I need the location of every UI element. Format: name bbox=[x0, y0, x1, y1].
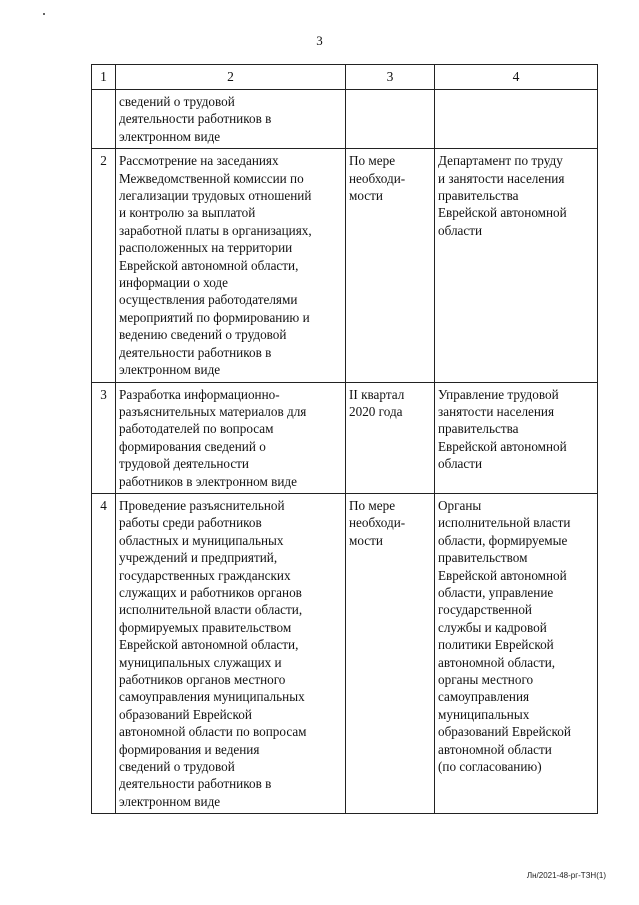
cell-text-line: Рассмотрение на заседаниях bbox=[119, 153, 279, 169]
cell-text-line: деятельности работников в bbox=[119, 111, 272, 127]
cell-text-line: II квартал bbox=[349, 386, 405, 402]
cell-text-line: По мере bbox=[349, 153, 396, 169]
cell-text-line: образований Еврейской bbox=[119, 706, 252, 722]
cell-text-line: политики Еврейской bbox=[438, 637, 554, 653]
cell-text-line: Департамент по труду bbox=[438, 153, 563, 169]
cell-text-line: формируемых правительством bbox=[119, 619, 292, 635]
cell-text-line: ведению сведений о трудовой bbox=[119, 327, 287, 343]
cell-text-line: самоуправления муниципальных bbox=[119, 689, 305, 705]
row-number-cell: 4 bbox=[92, 493, 116, 813]
cell-text-line: области, управление bbox=[438, 584, 554, 600]
activity-cell bbox=[116, 90, 346, 149]
cell-text-line: электронном виде bbox=[119, 362, 221, 378]
cell-text-line: учреждений и предприятий, bbox=[119, 550, 278, 566]
cell-text-line: деятельности работников в bbox=[119, 344, 272, 360]
cell-text-line: мости bbox=[349, 532, 383, 548]
cell-text-line: (по согласованию) bbox=[438, 759, 542, 775]
cell-text-line: электронном виде bbox=[119, 793, 221, 809]
activity-cell bbox=[116, 382, 346, 493]
cell-text-line: осуществления работодателями bbox=[119, 292, 298, 308]
cell-text-line: работников в электронном виде bbox=[119, 473, 297, 489]
cell-text-line: Проведение разъяснительной bbox=[119, 497, 285, 513]
cell-text-line: Еврейской автономной bbox=[438, 567, 567, 583]
cell-text-line: области bbox=[438, 222, 483, 238]
cell-text-line: Органы bbox=[438, 497, 482, 513]
cell-text-line: и занятости населения bbox=[438, 170, 565, 186]
page-number: 3 bbox=[316, 33, 323, 48]
cell-text-line: государственных гражданских bbox=[119, 567, 291, 583]
cell-text-line: необходи- bbox=[349, 515, 406, 531]
header-col-4: 4 bbox=[435, 65, 598, 90]
table-header-row bbox=[92, 65, 598, 90]
cell-text-line: органы местного bbox=[438, 672, 534, 687]
cell-text-line: деятельности работников в bbox=[119, 776, 272, 792]
cell-text-line: Еврейской автономной области, bbox=[119, 637, 299, 653]
scan-speck bbox=[43, 13, 45, 15]
cell-text-line: правительством bbox=[438, 550, 528, 566]
cell-text-line: необходи- bbox=[349, 170, 406, 186]
activity-cell bbox=[116, 149, 346, 382]
cell-text-line: муниципальных bbox=[438, 706, 530, 722]
deadline-cell bbox=[346, 382, 435, 493]
cell-text-line: Еврейской автономной области, bbox=[119, 257, 299, 273]
cell-text-line: правительства bbox=[438, 188, 519, 204]
cell-text-line: образований Еврейской bbox=[438, 724, 571, 740]
cell-text-line: государственной bbox=[438, 602, 532, 618]
action-plan-table bbox=[91, 64, 598, 814]
cell-text-line: самоуправления bbox=[438, 689, 530, 705]
cell-text-line: службы и кадровой bbox=[438, 619, 547, 635]
cell-text-line: мости bbox=[349, 188, 383, 204]
table-row bbox=[92, 493, 598, 813]
cell-text-line: сведений о трудовой bbox=[119, 94, 235, 109]
header-col-2: 2 bbox=[116, 65, 346, 90]
document-code: Лн/2021-48-рг-ТЗН(1) bbox=[526, 871, 606, 880]
cell-text-line: областных и муниципальных bbox=[119, 532, 284, 548]
table-row bbox=[92, 149, 598, 382]
cell-text-line: информации о ходе bbox=[119, 275, 228, 291]
cell-text-line: Еврейской автономной bbox=[438, 438, 567, 454]
cell-text-line: области bbox=[438, 456, 483, 472]
cell-text-line: занятости населения bbox=[438, 403, 555, 419]
header-col-3: 3 bbox=[346, 65, 435, 90]
deadline-cell bbox=[346, 493, 435, 813]
cell-text-line: исполнительной власти bbox=[438, 515, 571, 531]
cell-text-line: и контролю за выплатой bbox=[119, 205, 256, 221]
cell-text-line: расположенных на территории bbox=[119, 240, 293, 256]
cell-text-line: По мере bbox=[349, 497, 396, 513]
cell-text-line: легализации трудовых отношений bbox=[119, 188, 312, 204]
cell-text-line: заработной платы в организациях, bbox=[119, 222, 312, 238]
cell-text-line: области, формируемые bbox=[438, 532, 568, 548]
cell-text-line: автономной области по вопросам bbox=[119, 724, 307, 740]
cell-text-line: автономной области bbox=[438, 741, 552, 757]
row-number-cell bbox=[92, 90, 116, 149]
cell-text-line: автономной области, bbox=[438, 654, 556, 670]
cell-text-line: работников органов местного bbox=[119, 672, 286, 687]
table-row-continuation bbox=[92, 90, 598, 149]
cell-text-line: Управление трудовой bbox=[438, 386, 559, 402]
cell-text-line: муниципальных служащих и bbox=[119, 654, 282, 670]
responsible-cell bbox=[435, 149, 598, 382]
cell-text-line: сведений о трудовой bbox=[119, 759, 235, 775]
responsible-cell bbox=[435, 493, 598, 813]
responsible-cell bbox=[435, 90, 598, 149]
cell-text-line: мероприятий по формированию и bbox=[119, 309, 310, 325]
cell-text-line: Разработка информационно- bbox=[119, 386, 280, 402]
cell-text-line: формирования сведений о bbox=[119, 438, 266, 454]
cell-text-line: трудовой деятельности bbox=[119, 456, 249, 472]
header-col-1: 1 bbox=[92, 65, 116, 90]
cell-text-line: правительства bbox=[438, 421, 519, 437]
cell-text-line: работы среди работников bbox=[119, 515, 262, 531]
cell-text-line: формирования и ведения bbox=[119, 741, 260, 757]
table-row bbox=[92, 382, 598, 493]
cell-text-line: электронном виде bbox=[119, 128, 221, 144]
cell-text-line: работодателей по вопросам bbox=[119, 421, 274, 437]
row-number-cell: 2 bbox=[92, 149, 116, 382]
cell-text-line: исполнительной власти области, bbox=[119, 602, 303, 618]
deadline-cell bbox=[346, 90, 435, 149]
cell-text-line: 2020 года bbox=[349, 403, 403, 419]
deadline-cell bbox=[346, 149, 435, 382]
row-number-cell: 3 bbox=[92, 382, 116, 493]
cell-text-line: Межведомственной комиссии по bbox=[119, 170, 304, 186]
responsible-cell bbox=[435, 382, 598, 493]
cell-text-line: разъяснительных материалов для bbox=[119, 403, 307, 419]
cell-text-line: Еврейской автономной bbox=[438, 205, 567, 221]
cell-text-line: служащих и работников органов bbox=[119, 584, 302, 600]
activity-cell bbox=[116, 493, 346, 813]
